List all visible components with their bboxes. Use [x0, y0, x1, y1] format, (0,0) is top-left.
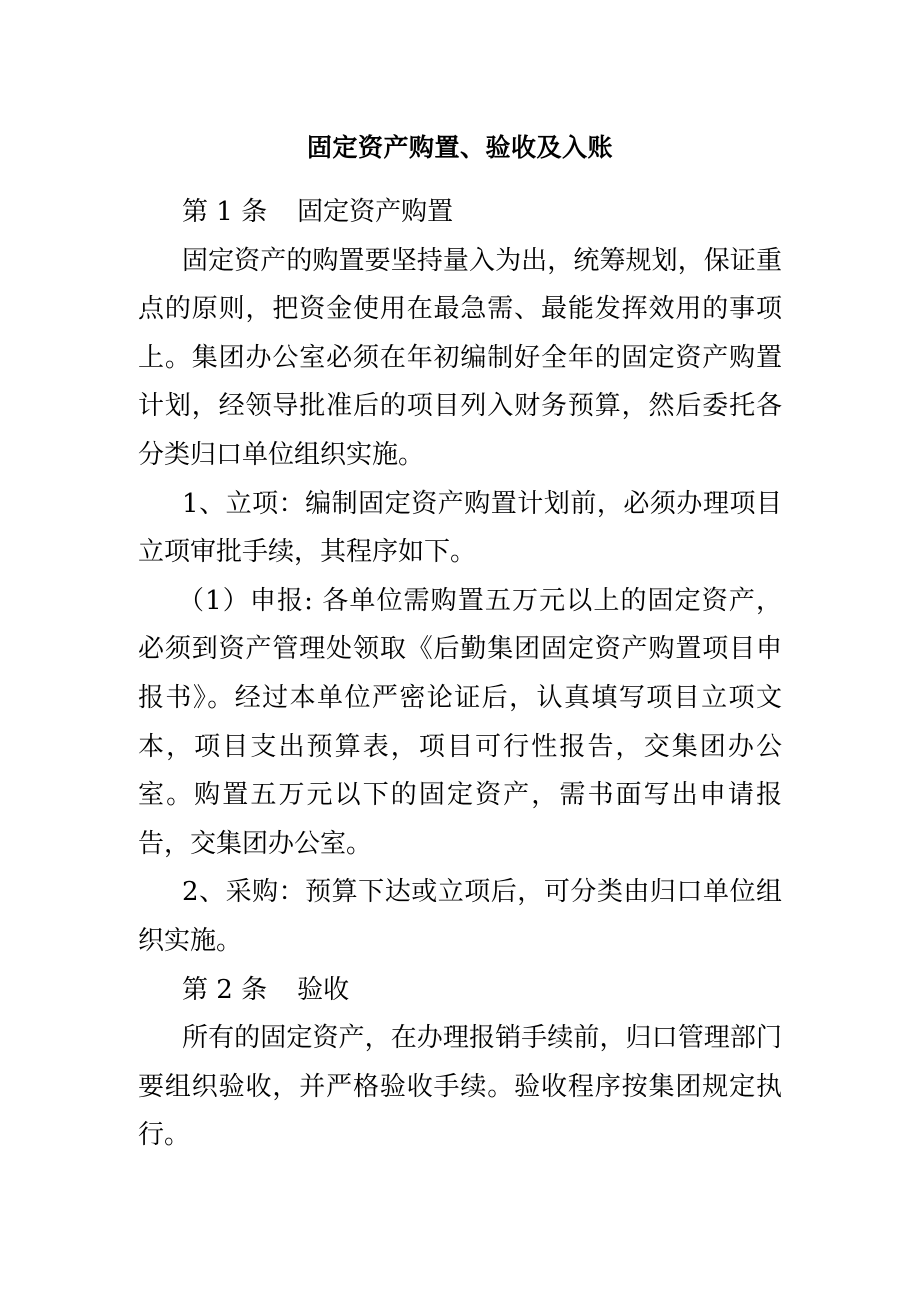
paragraph-purchase-principle: 固定资产的购置要坚持量入为出，统筹规划，保证重点的原则，把资金使用在最急需、最能发挥效用的事项上。集团办公室必须在年初编制好全年的固定资产购置计划，经领导批准后的项目列入财务预算，然后委托各分类归口单位组织实施。: [138, 245, 782, 470]
paragraph-procurement: 2、采购：预算下达或立项后，可分类由归口单位组织实施。: [138, 877, 782, 956]
article-2-number: 第 2 条: [182, 974, 268, 1005]
paragraph-project-approval: 1、立项：编制固定资产购置计划前，必须办理项目立项审批手续，其程序如下。: [138, 488, 782, 568]
document-title: 固定资产购置、验收及入账: [306, 133, 613, 162]
document-body: [138, 188, 782, 1160]
paragraph-application: （1）申报: 各单位需购置五万元以上的固定资产，必须到资产管理处领取《后勤集团固定资产购置项目申报书》。经过本单位严密论证后，认真填写项目立项文本，项目支出预算表，项目可行性报告，交集团办公室。购置五万元以下的固定资产，需书面写出申请报告，交集团办公室。: [138, 585, 782, 859]
article-2-heading: [138, 966, 782, 1015]
article-2-title: 验收: [297, 974, 350, 1005]
article-1-heading: [138, 188, 782, 237]
paragraph-acceptance: 所有的固定资产，在办理报销手续前，归口管理部门要组织验收，并严格验收手续。验收程序按集团规定执行。: [138, 1023, 782, 1151]
article-1-title: 固定资产购置: [297, 197, 454, 227]
article-1-number: 第 1 条: [182, 197, 268, 227]
